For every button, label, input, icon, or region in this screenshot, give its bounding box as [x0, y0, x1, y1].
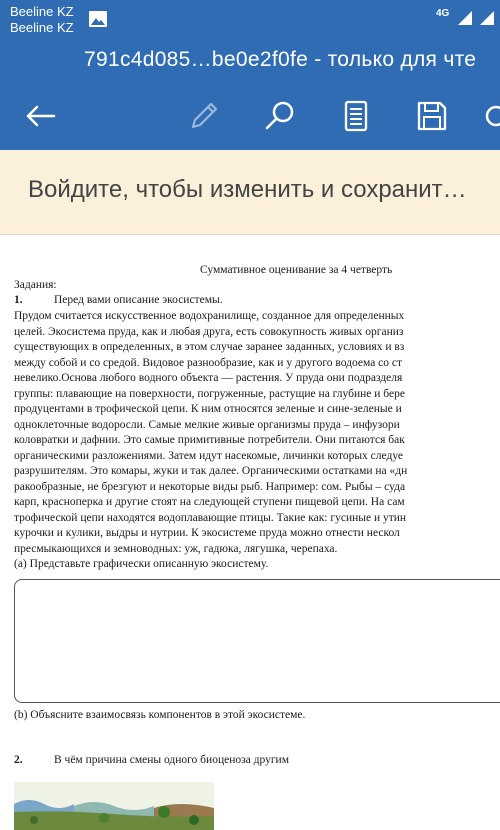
carrier-name-1: Beeline KZ [10, 4, 74, 19]
paragraph-line: невелико.Основа любого водного объекта — растения. У пруда они подразделя [14, 372, 403, 384]
signal-icon [478, 8, 496, 26]
paragraph-line: трофической цепи находятся водоплавающие птицы. Такие как: гусиные и утин [14, 511, 407, 524]
search-icon[interactable] [262, 98, 298, 134]
sign-in-banner-text: Войдите, чтобы изменить и сохранит… [28, 176, 467, 203]
question-1-number: 1. [14, 294, 23, 306]
answer-box [14, 579, 500, 703]
more-icon[interactable] [482, 98, 500, 134]
sign-in-banner[interactable] [0, 150, 500, 235]
question-1-text: Перед вами описание экосистемы. [54, 294, 223, 306]
paragraph-line: пресмыкающихся и земноводных: уж, гадюка, лягушка, черепаха. [14, 542, 338, 555]
document-view-icon[interactable] [338, 98, 374, 134]
gallery-icon [88, 10, 108, 28]
paragraph-line: продуцентами в трофической цепи. К ним относятся зеленые и сине-зеленые и [14, 403, 402, 415]
document-title: 791c4d085…be0e2f0fe - только для чте [84, 48, 477, 71]
paragraph-line: ракообразные, не брезгуют и некоторые виды рыб. Например: сом. Рыбы – суда [14, 480, 406, 493]
question-1-part-b: (b) Объясните взаимосвязь компонентов в этой экосистеме. [14, 709, 306, 721]
question-1-part-a: (a) Представьте графически описанную экосистему. [14, 558, 269, 570]
question-2-number: 2. [14, 754, 23, 766]
biocenosis-succession-image [14, 782, 214, 830]
paragraph-line: между собой и со средой. Видовое разнообразие, как и у другого водоема со ст [14, 356, 403, 369]
paragraph-line: целей. Экосистема пруда, как и любая друга, есть совокупность живых организ [14, 325, 404, 338]
paragraph-line: группы: плавающие на поверхности, погруженные, растущие на глубине и бере [14, 387, 405, 400]
question-1 [14, 294, 223, 306]
paragraph-line: органическими разложениями. Затем идут насекомые, личинки которых следуе [14, 449, 404, 462]
ecosystem-description [14, 309, 500, 573]
paragraph-line: одноклеточные водоросли. Самые мелкие живые организмы пруда – инфузори [14, 418, 400, 431]
signal-icon [456, 8, 474, 26]
paragraph-line: карп, красноперка и другие стоят на следующей ступени пищевой цепи. На сам [14, 496, 405, 508]
carrier-name-2: Beeline KZ [10, 20, 74, 35]
tasks-label: Задания: [14, 279, 57, 291]
paragraph-line: курочки и кулики, выдры и нутрии. К экосистеме пруда можно отнести нескол [14, 527, 400, 539]
save-icon[interactable] [414, 98, 450, 134]
back-arrow-icon[interactable] [22, 98, 58, 134]
question-2-text: В чём причина смены одного биоценоза другим [54, 754, 289, 766]
paragraph-line: существующих в определенных, в этом случае заранее заданных, условиях и вз [14, 341, 405, 353]
paragraph-line: Прудом считается искусственное водохранилище, созданное для определенных [14, 310, 405, 322]
paragraph-line: разрушителям. Это комары, жуки и так далее. Органическими остатками на «дн [14, 465, 408, 477]
document-page [0, 236, 500, 830]
title-bar [0, 38, 500, 84]
paragraph-line: коловратки и дафнии. Это самые примитивные потребители. Они питаются бак [14, 434, 405, 446]
toolbar [0, 84, 500, 150]
network-type: 4G [436, 8, 450, 19]
question-2 [14, 754, 289, 766]
edit-pencil-icon[interactable] [186, 98, 222, 134]
page-heading: Суммативное оценивание за 4 четверть [200, 264, 393, 276]
status-bar [0, 0, 500, 38]
